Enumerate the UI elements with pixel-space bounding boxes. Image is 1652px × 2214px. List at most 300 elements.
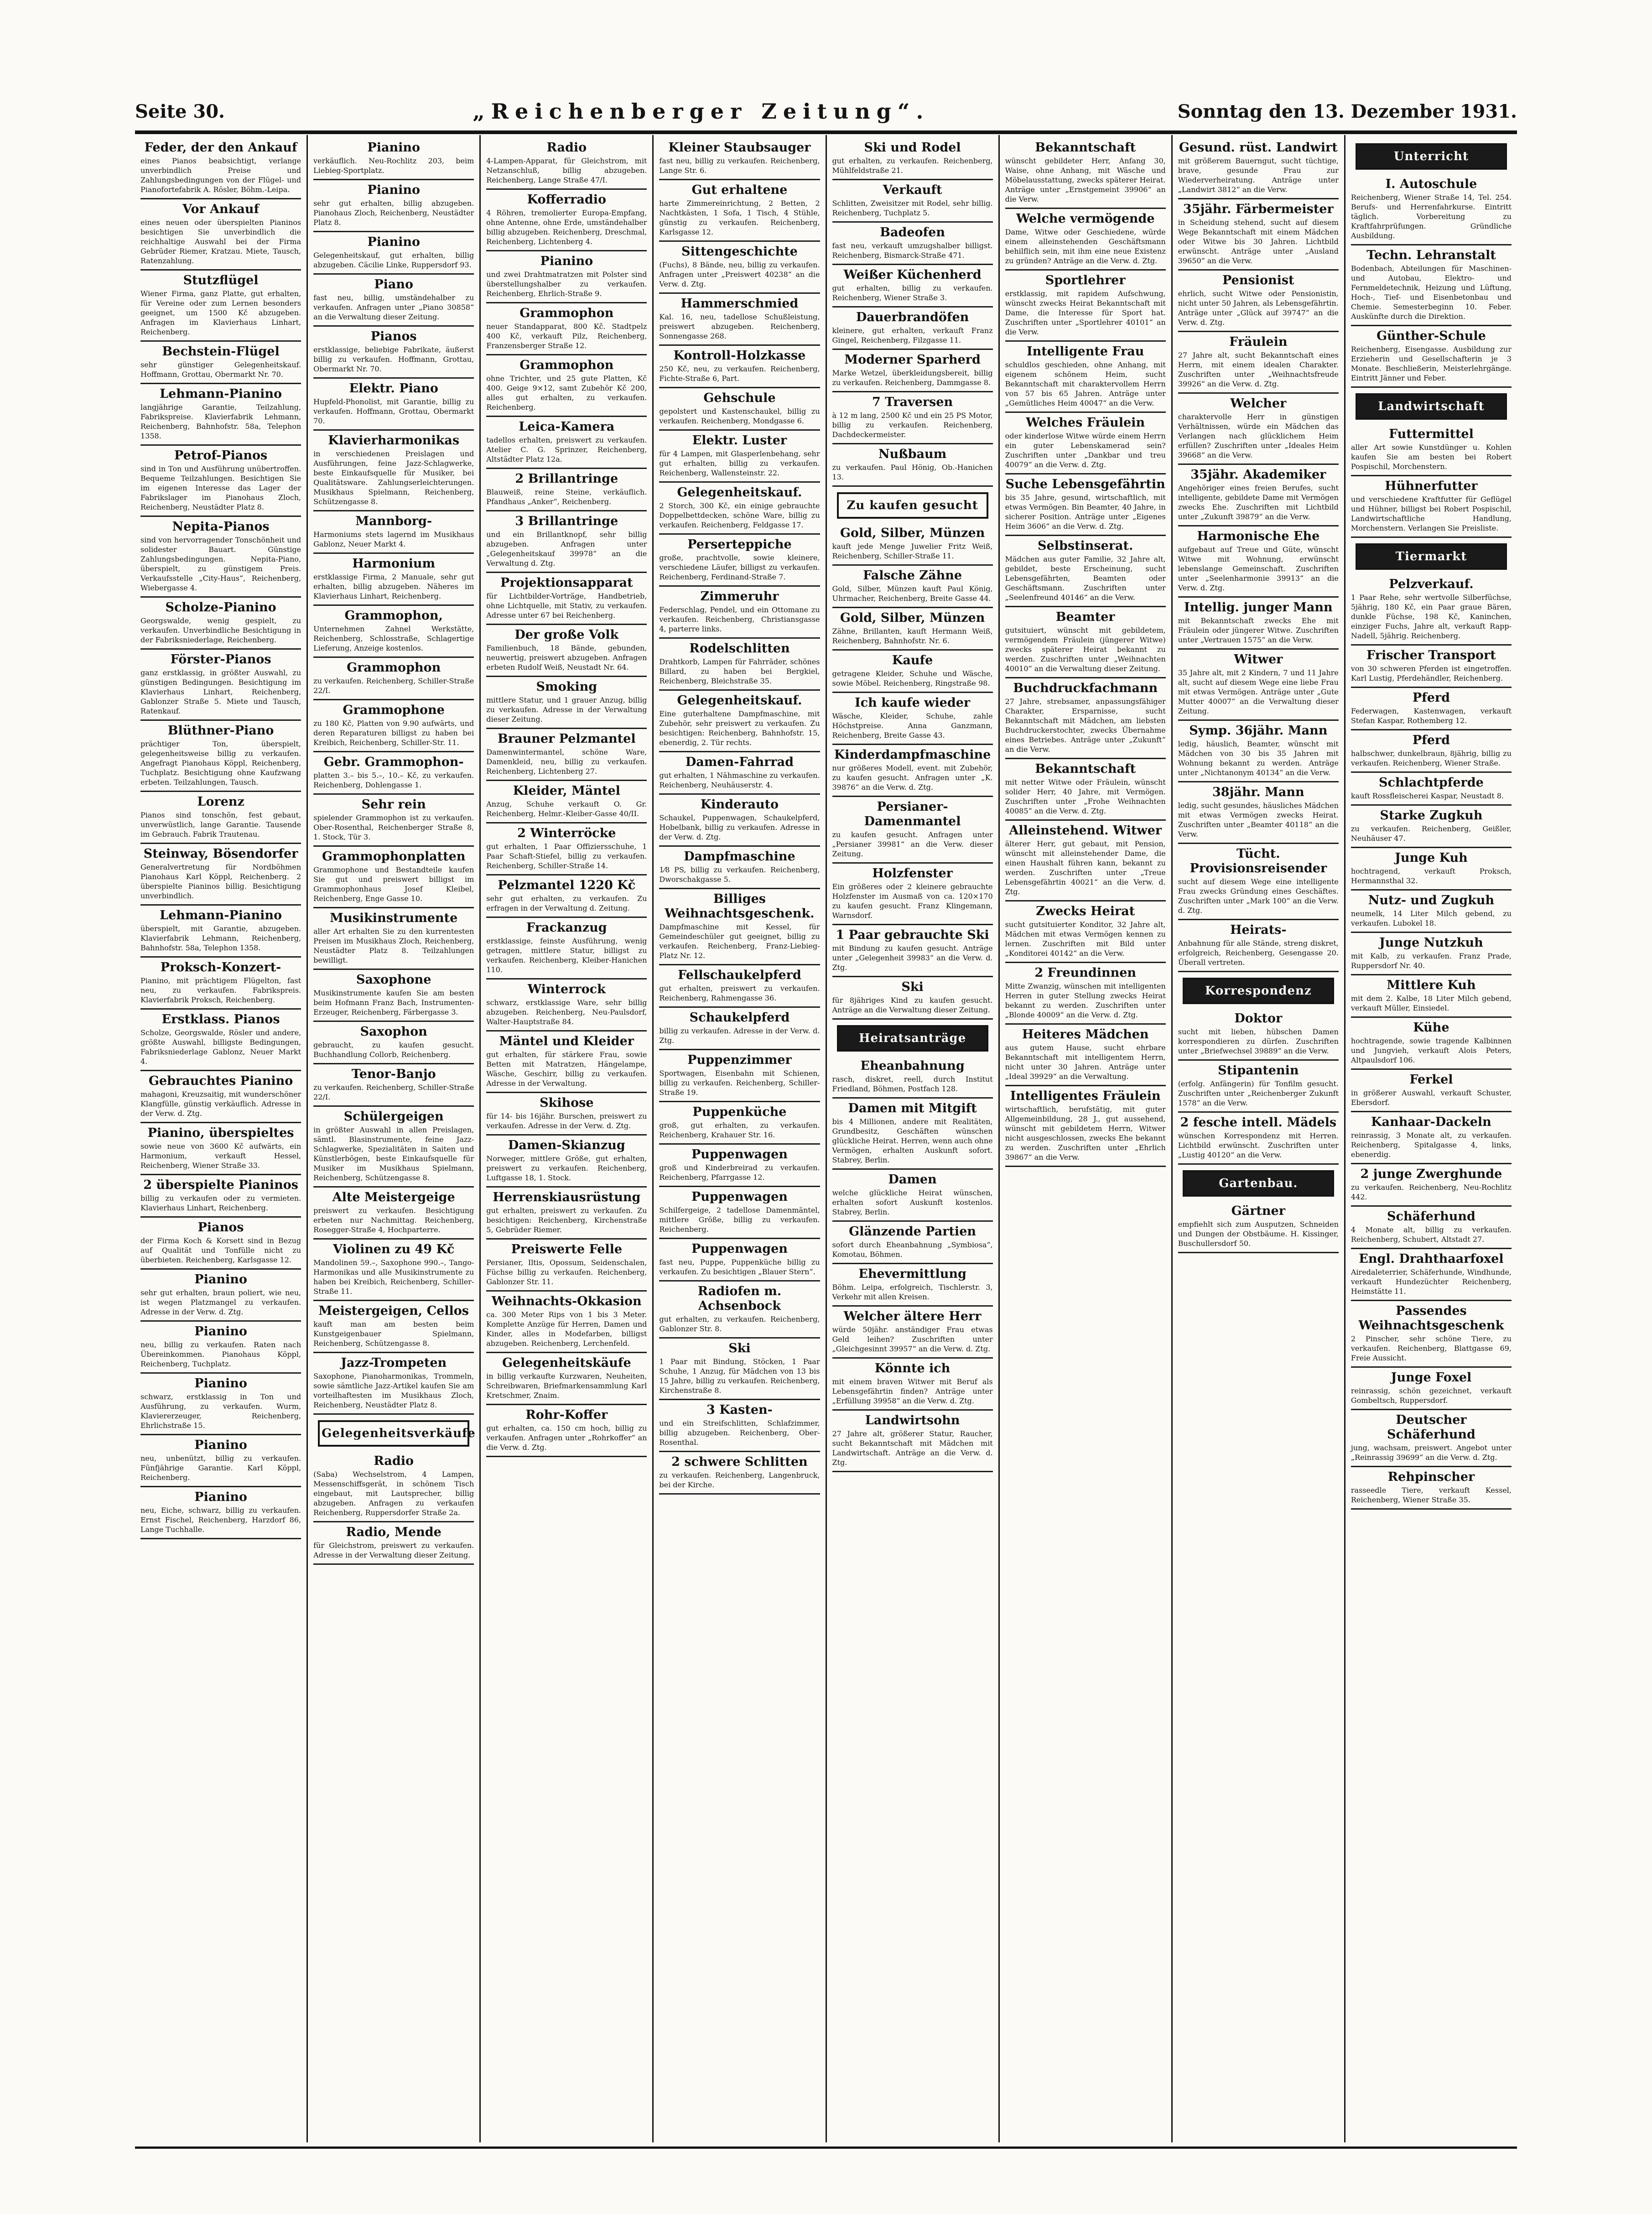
ad-headline: Junge Kuh: [1395, 851, 1468, 865]
ad-headline: Radio, Mende: [346, 1525, 442, 1539]
ad-text: in größter Auswahl in allen Preislagen, sämtl. Blasinstrumente, feine Jazz-Schlagwerke, Spezialitäten in Saiten und Künstlerbögen, beste Einkaufsquelle für Musiker im Musikhaus Spielmann, Reichenberg, Schützengasse 8.: [313, 1125, 474, 1182]
ad-headline: Nutz- und Zugkuh: [1368, 893, 1495, 907]
ad-text: fast neu, Puppe, Puppenküche billig zu verkaufen. Zu besichtigen „Blauer Stern“.: [659, 1258, 820, 1276]
classified-ad: [140, 844, 301, 906]
ad-text: neumelk, 14 Liter Milch gebend, zu verkaufen. Lubokel 18.: [1351, 909, 1512, 927]
ad-headline: Kofferradio: [527, 193, 606, 207]
classified-ad: [1178, 1201, 1339, 1253]
ad-text: Kal. 16, neu, tadellose Schußleistung, preiswert abzugeben. Reichenberg, Sonnengasse 268.: [659, 313, 820, 340]
classified-ad: [313, 606, 474, 658]
column-5: [827, 135, 1000, 2142]
ad-headline: Pianos: [370, 329, 417, 344]
ad-headline: Passendes Weihnachtsgeschenk: [1358, 1304, 1504, 1333]
ad-headline: Starke Zugkuh: [1380, 808, 1483, 823]
ad-headline: 2 fesche intell. Mädels: [1180, 1115, 1337, 1130]
ad-headline: Intellig. junger Mann: [1184, 600, 1333, 615]
ad-headline: Rehpinscher: [1387, 1470, 1475, 1484]
classified-ad: [1005, 901, 1166, 963]
column-8: [1345, 135, 1517, 2142]
ad-headline: Bekanntschaft: [1035, 141, 1136, 155]
column-4: [654, 135, 826, 2142]
classified-ad: [140, 906, 301, 958]
ad-headline: Badeofen: [880, 225, 945, 240]
ad-headline: Gelegenheitskauf.: [677, 693, 802, 708]
column-1: [135, 135, 308, 2142]
ad-headline: Welcher ältere Herr: [843, 1309, 982, 1323]
classified-ad: [832, 523, 993, 566]
ad-headline: Pianino: [367, 183, 420, 197]
ad-text: platten 3.– bis 5.–, 10.– Kč, zu verkaufen. Reichenberg, Dohlengasse 1.: [313, 771, 474, 789]
classified-ad: [832, 1056, 993, 1099]
ad-headline: 2 Winterröcke: [517, 826, 616, 840]
ad-headline: Mittlere Kuh: [1387, 978, 1476, 992]
ad-headline: Damen mit Mitgift: [848, 1101, 977, 1115]
ad-text: mit dem 2. Kalbe, 18 Liter Milch gebend, verkauft Müller, Einsiedel.: [1351, 994, 1512, 1012]
classified-ad: [140, 650, 301, 721]
classified-ad: [486, 781, 647, 823]
ad-headline: Grammophon,: [344, 609, 443, 623]
ad-text: Reichenberg, Wiener Straße 14, Tel. 254. Berufs- und Herrenfahrkurse. Eintritt täglich. Vorbereitung zu Kraftfahrprüfungen. Gründliche Ausbildung.: [1351, 193, 1512, 240]
ad-headline: Grammophonplatten: [322, 849, 466, 864]
section-heading: Unterricht: [1356, 143, 1507, 170]
ad-headline: Alleinstehend. Witwer: [1009, 823, 1162, 838]
classified-ad: [486, 251, 647, 303]
classified-ad: [313, 1353, 474, 1415]
ad-text: fast neu, verkauft umzugshalber billigst. Reichenberg, Bismarck-Straße 471.: [832, 241, 993, 260]
ad-headline: Zwecks Heirat: [1036, 904, 1135, 918]
ad-headline: Weihnachts-Okkasion: [491, 1294, 642, 1308]
classified-ad: [486, 190, 647, 251]
classified-ad: [832, 180, 993, 223]
ad-headline: Fräulein: [1229, 335, 1288, 349]
ad-headline: Nußbaum: [878, 447, 947, 461]
ad-headline: Saxophon: [360, 1025, 427, 1039]
ad-headline: Gebr. Grammophon-: [323, 755, 464, 769]
classified-ad: [313, 1064, 474, 1107]
classified-ad: [1178, 394, 1339, 465]
ad-text: ledig, sucht gesundes, häusliches Mädchen mit etwas Vermögen zwecks Heirat. Zuschriften unter „Beamter 40118“ an die Verw.: [1178, 801, 1339, 839]
classified-ad: [659, 1187, 820, 1239]
classified-ad: [832, 566, 993, 608]
ad-headline: Herrenskiausrüstung: [493, 1190, 641, 1204]
classified-ad: [1178, 199, 1339, 271]
ad-text: neu, unbenützt, billig zu verkaufen. Fünfjährige Garantie. Karl Köppl, Reichenberg.: [140, 1454, 301, 1482]
ad-text: Pianino, mit prächtigem Flügelton, fast neu, zu verkaufen. Fabrikspreis. Klavierfabrik Proksch, Reichenberg.: [140, 976, 301, 1004]
ad-headline: Ferkel: [1409, 1073, 1453, 1087]
ad-text: große, prachtvolle, sowie kleinere, verschiedene Läufer, billigst zu verkaufen. Reichenberg, Ferdinand-Straße 7.: [659, 553, 820, 581]
classified-ad: [1178, 1009, 1339, 1061]
ad-text: 27 Jahre, strebsamer, anpassungsfähiger Charakter, Ersparnisse, sucht Bekanntschaft mit Mädchen, am liebsten Buchdruckerstochter, zwecks Übernahme eines Betriebes. Anträge unter „Zukunft“ an die Verw.: [1005, 697, 1166, 754]
ad-headline: Schäferhund: [1387, 1209, 1475, 1224]
classified-ad: [832, 392, 993, 444]
ad-headline: Billiges Weihnachtsgeschenk.: [665, 892, 815, 921]
ad-headline: Ski: [728, 1341, 751, 1355]
classified-ad: [1351, 806, 1512, 848]
ad-text: Anbahnung für alle Stände, streng diskret, erfolgreich, Reichenberg, Gesengasse 20. Überall vertreten.: [1178, 939, 1339, 967]
ad-headline: Rohr-Koffer: [525, 1408, 608, 1422]
classified-ad: [1005, 963, 1166, 1025]
ad-headline: Hühnerfutter: [1385, 479, 1478, 493]
ad-text: bis 4 Millionen, andere mit Realitäten, Grundbesitz, Geschäften wünschen glückliche Heirat. Herren, wenn auch ohne Vermögen, erhalten Auskunft sofort. Stabrey, Berlin.: [832, 1117, 993, 1164]
ad-headline: Grammophon: [519, 306, 614, 320]
ad-headline: Petrof-Pianos: [174, 448, 268, 463]
ad-text: fast neu, billig, umständehalber zu verkaufen. Anfragen unter „Piano 30858“ an die Verwaltung dieser Zeitung.: [313, 293, 474, 321]
classified-ad: [1005, 821, 1166, 901]
classified-ad: [140, 792, 301, 844]
classified-ad: [832, 138, 993, 180]
ad-text: erstklassige, feinste Ausführung, wenig getragen, mittlere Statur, billigst zu verkaufen. Reichenberg, Kleiber-Hanichen 110.: [486, 937, 647, 974]
ad-text: und zwei Drahtmatratzen mit Polster sind überstellungshalber zu verkaufen. Reichenberg, Ehrlich-Straße 9.: [486, 270, 647, 298]
ad-text: kauft Rossfleischerei Kaspar, Neustadt 8.: [1351, 792, 1504, 800]
ad-text: sucht auf diesem Wege eine intelligente Frau zwecks Gründung eines Geschäftes. Zuschriften unter „Mark 100“ an die Verw. d. Ztg.: [1178, 877, 1339, 915]
classified-ad: [140, 199, 301, 271]
ad-text: reinrassig, schön gezeichnet, verkauft Gombeltsch, Ruppersdorf.: [1351, 1386, 1512, 1405]
classified-ad: [1178, 138, 1339, 199]
ad-text: aller Art sowie Kunstdünger u. Kohlen kaufen Sie am besten bei Robert Pospischil, Morchenstern.: [1351, 443, 1512, 471]
classified-ad: [1178, 1061, 1339, 1113]
section-heading: Tiermarkt: [1356, 543, 1507, 570]
ad-text: jung, wachsam, preiswert. Angebot unter „Reinrassig 39699“ an die Verw. d. Ztg.: [1351, 1443, 1512, 1462]
classified-ad: [1178, 332, 1339, 394]
ad-headline: Scholze-Pianino: [165, 600, 276, 615]
ad-headline: Gärtner: [1231, 1204, 1285, 1218]
ad-headline: Meistergeigen, Cellos: [318, 1304, 469, 1318]
classified-ad: [1005, 209, 1166, 271]
ad-headline: Proksch-Konzert-: [160, 960, 281, 974]
ad-text: Dampfmaschine mit Kessel, für Gemeindeschüler gut geeignet, billig zu verkaufen. Reichenberg, Franz-Liebieg-Platz Nr. 12.: [659, 922, 820, 960]
ad-text: zu verkaufen. Reichenberg, Langenbruck, bei der Kirche.: [659, 1471, 820, 1489]
classified-ad: [1005, 138, 1166, 209]
ad-text: älterer Herr, gut gebaut, mit Pension, wünscht mit alleinstehender Dame, die einen Haushalt führen kann, bekannt zu werden. Zuschriften unter „Treue Lebensgefährtin 40021“ an die Verw. d. Ztg.: [1005, 839, 1166, 896]
classified-ad: [1178, 465, 1339, 526]
ad-text: wirtschaftlich, berufstätig, mit guter Allgemeinbildung, 28 J., gut aussehend, wünscht mit gebildetem Herrn, Witwer nicht ausgeschlossen, zwecks Ehe bekannt zu werden. Zuschriften unter „Ehrlich 39867“ an die Verw.: [1005, 1105, 1166, 1162]
classified-ad: [140, 1071, 301, 1123]
ad-headline: Kinderdampfmaschine: [834, 748, 991, 762]
ad-headline: Junge Nutzkuh: [1379, 936, 1483, 950]
ad-text: Federschlag, Pendel, und ein Ottomane zu verkaufen. Reichenberg, Christiansgasse 4, parterre links.: [659, 605, 820, 633]
ad-headline: Rodelschlitten: [689, 641, 790, 656]
ad-headline: Puppenwagen: [691, 1147, 788, 1162]
classified-columns: [135, 135, 1517, 2142]
classified-ad: [140, 598, 301, 650]
ad-headline: Lehmann-Pianino: [160, 908, 282, 922]
classified-ad: [1351, 1018, 1512, 1070]
ad-headline: Pianos: [197, 1220, 244, 1235]
ad-headline: Frackanzug: [526, 921, 607, 935]
ad-headline: Puppenzimmer: [687, 1053, 792, 1067]
ad-headline: Welches Fräulein: [1026, 416, 1145, 430]
classified-ad: [1351, 245, 1512, 326]
classified-ad: [313, 138, 474, 180]
classified-ad: [140, 342, 301, 384]
ad-text: spielender Grammophon ist zu verkaufen. Ober-Rosenthal, Reichenberger Straße 8, 1. Stock, Tür 3.: [313, 813, 474, 841]
classified-ad: [486, 1405, 647, 1457]
ad-text: à 12 m lang, 2500 Kč und ein 25 PS Motor, billig zu verkaufen. Reichenberg, Dachdeckermeister.: [832, 411, 993, 439]
classified-ad: [140, 1374, 301, 1435]
ad-headline: 2 Brillantringe: [515, 472, 618, 486]
ad-text: sofort durch Eheanbahnung „Symbiosa“, Komotau, Böhmen.: [832, 1240, 993, 1259]
ad-headline: Mäntel und Kleider: [499, 1034, 634, 1048]
ad-text: sehr gut erhalten, braun poliert, wie neu, ist wegen Platzmangel zu verkaufen. Adresse in der Verw. d. Ztg.: [140, 1288, 301, 1316]
ad-text: sehr gut erhalten, billig abzugeben. Pianohaus Zloch, Reichenberg, Neustädter Platz 8.: [313, 199, 474, 227]
classified-ad: [832, 1307, 993, 1359]
ad-headline: Pensionist: [1222, 273, 1294, 287]
classified-ad: [659, 138, 820, 180]
classified-ad: [1178, 782, 1339, 844]
ad-text: in billig verkaufte Kurzwaren, Neuheiten, Schreibwaren, Briefmarkensammlung Karl Kretschmer, Znaim.: [486, 1372, 647, 1400]
ad-headline: Gold, Silber, Münzen: [840, 611, 985, 625]
ad-text: wünscht gebildeter Herr, Anfang 30, Waise, ohne Anhang, mit Wäsche und Möbelausstattung, zwecks späterer Heirat. Anträge unter „Ernstgemeint 39906“ an die Verw.: [1005, 156, 1166, 203]
ad-headline: Pianino: [540, 254, 593, 268]
footer-rule: [135, 2146, 1517, 2149]
ad-text: Reichenberg, Eisengasse. Ausbildung zur Erzieherin und Gesellschafterin je 3 Monate. Beschließerin, Meisterlehrgänge. Eintritt Jänner und Feber.: [1351, 345, 1512, 382]
classified-ad: [659, 483, 820, 535]
classified-ad: [1351, 891, 1512, 933]
ad-headline: Blüthner-Piano: [167, 724, 274, 738]
classified-ad: [1178, 1113, 1339, 1165]
ad-text: prächtiger Ton, überspielt, gelegenheitsweise billig zu verkaufen. Angefragt Pianohaus Köppl, Reichenberg, Tuchplatz. Besichtigung ohne Kaufzwang erbeten. Teilzahlungen, Tausch.: [140, 740, 301, 787]
classified-ad: [659, 535, 820, 587]
classified-ad: [1005, 474, 1166, 536]
ad-headline: Futtermittel: [1388, 427, 1474, 441]
classified-ad: [140, 517, 301, 598]
classified-ad: [832, 1359, 993, 1411]
classified-ad: [659, 388, 820, 431]
ad-headline: Persianer-Damenmantel: [864, 800, 961, 828]
ad-headline: Pianino: [194, 1490, 247, 1504]
classified-ad: [659, 1102, 820, 1145]
ad-text: kauft man am besten beim Kunstgeigenbauer Spielmann, Reichenberg, Schützengasse 8.: [313, 1320, 474, 1348]
classified-ad: [486, 823, 647, 875]
ad-headline: Schlachtpferde: [1379, 776, 1484, 790]
ad-text: welche glückliche Heirat wünschen, erhalten sofort Auskunft kostenlos. Stabrey, Berlin.: [832, 1188, 993, 1216]
ad-headline: 38jähr. Mann: [1212, 785, 1304, 799]
classified-ad: [1351, 1112, 1512, 1164]
ad-text: erstklassig, mit rapidem Aufschwung, wünscht zwecks Heirat Bekanntschaft mit Dame, die Interesse für Sport hat. Zuschriften unter „Sportlehrer 40101“ an die Verw.: [1005, 289, 1166, 336]
classified-ad: [140, 1487, 301, 1539]
ad-text: mit einem braven Witwer mit Beruf als Lebensgefährtin finden? Anträge unter „Erfüllung 39958“ an die Verw. d. Ztg.: [832, 1377, 993, 1405]
classified-ad: [486, 1292, 647, 1353]
ad-text: Wiener Firma, ganz Platte, gut erhalten, für Vereine oder zum Lernen besonders geeignet, um 1500 Kč abzugeben. Anfragen im Klavierhaus Linhart, Reichenberg.: [140, 289, 301, 336]
ad-text: Drahtkorb, Lampen für Fahrräder, schönes Billard, zu haben bei Bergkiel, Reichenberg, Bleichstraße 35.: [659, 657, 820, 685]
classified-ad: [659, 180, 820, 242]
ad-text: Airedaleterrier, Schäferhunde, Windhunde, verkauft Hundezüchter Reichenberg, Heimstätte 11.: [1351, 1268, 1512, 1296]
ad-headline: Gesund. rüst. Landwirt: [1179, 141, 1338, 155]
classified-ad: [659, 889, 820, 965]
section-heading: Zu kaufen gesucht: [837, 492, 988, 519]
ad-headline: Gebrauchtes Pianino: [148, 1074, 293, 1088]
classified-ad: [832, 350, 993, 392]
ad-text: gut erhalten, ca. 150 cm hoch, billig zu verkaufen. Anfragen unter „Rohrkoffer“ an die Verw. d. Ztg.: [486, 1424, 647, 1452]
ad-text: Dame, Witwe oder Geschiedene, würde einem alleinstehenden Geschäftsmann behilflich sein, mit ihm eine neue Existenz zu gründen? Anträge an die Verw. d. Ztg.: [1005, 228, 1166, 265]
classified-ad: [659, 587, 820, 639]
classified-ad: [1351, 1070, 1512, 1112]
classified-ad: [659, 1400, 820, 1452]
ad-text: 27 Jahre alt, sucht Bekanntschaft eines Herrn, mit einem idealen Charakter. Zuschriften unter „Weihnachtsfreude 39926“ an die Verw. d. Ztg.: [1178, 351, 1339, 388]
ad-headline: Sittengeschichte: [681, 245, 798, 259]
masthead: [135, 98, 1517, 125]
newspaper-title: „Reichenberger Zeitung“.: [473, 99, 930, 124]
classified-ad: [313, 554, 474, 606]
ad-text: aufgebaut auf Treue und Güte, wünscht Witwe mit Wohnung, erwünscht lebenslange Gemeinschaft. Zuschriften unter „Seelenharmonie 39913“ an die Verw. d. Ztg.: [1178, 545, 1339, 592]
ad-text: Gelegenheitskauf, gut erhalten, billig abzugeben. Cäcilie Linke, Ruppersdorf 93.: [313, 251, 474, 269]
ad-headline: Sehr rein: [361, 797, 426, 812]
ad-headline: Steinway, Bösendorfer: [143, 847, 298, 861]
ad-headline: Pianino: [194, 1272, 247, 1287]
ad-text: gepolstert und Kastenschaukel, billig zu verkaufen. Reichenberg, Mondgasse 6.: [659, 407, 820, 425]
classified-ad: [1351, 933, 1512, 975]
ad-text: 4 Monate alt, billig zu verkaufen. Reichenberg, Schubert, Altstadt 27.: [1351, 1225, 1512, 1244]
ad-text: getragene Kleider, Schuhe und Wäsche, sowie Möbel. Reichenberg, Ringstraße 98.: [832, 669, 993, 688]
ad-text: halbschwer, dunkelbraun, 8jährig, billig zu verkaufen. Reichenberg, Wiener Straße.: [1351, 749, 1512, 767]
ad-headline: Kühe: [1413, 1021, 1449, 1035]
ad-text: Anzug, Schuhe verkauft O. Gr. Reichenberg, Helmr.-Kleiber-Gasse 40/II.: [486, 800, 647, 818]
ad-text: Norweger, mittlere Größe, gut erhalten, preiswert zu verkaufen. Reichenberg, Luftgasse 18, 1. Stock.: [486, 1154, 647, 1182]
classified-ad: [659, 346, 820, 388]
classified-ad: [313, 327, 474, 379]
classified-ad: [313, 1240, 474, 1301]
classified-ad: [313, 275, 474, 327]
column-6: [1000, 135, 1173, 2142]
ad-headline: Damen-Fahrrad: [685, 755, 794, 769]
ad-headline: Pianino: [367, 235, 420, 249]
ad-headline: Bekanntschaft: [1035, 762, 1136, 776]
ad-headline: 2 schwere Schlitten: [671, 1455, 808, 1469]
ad-headline: Welche vermögende: [1016, 212, 1155, 226]
ad-text: Mädchen aus guter Familie, 32 Jahre alt, gebildet, beste Erscheinung, sucht Lebensgefährten, Beamten oder Geschäftsmann. Zuschriften unter „Seelenfreund 40146“ an die Verw.: [1005, 555, 1166, 602]
classified-ad: [1351, 1301, 1512, 1368]
classified-ad: [1351, 773, 1512, 806]
ad-text: 35 Jahre alt, mit 2 Kindern, 7 und 11 Jahre alt, sucht auf diesem Wege eine liebe Frau mit etwas Vermögen. Anträge unter „Gute Mutter 40007“ an die Verwaltung dieser Zeitung.: [1178, 668, 1339, 715]
classified-ad: [832, 608, 993, 651]
classified-ad: [313, 180, 474, 232]
classified-ad: [1005, 413, 1166, 474]
ad-text: gut erhalten, 1 Nähmaschine zu verkaufen. Reichenberg, Neuhäuserstr. 4.: [659, 771, 820, 789]
classified-ad: [313, 1301, 474, 1353]
ad-text: mittlere Statur, und 1 grauer Anzug, billig zu verkaufen. Adresse in der Verwaltung dieser Zeitung.: [486, 696, 647, 724]
ad-headline: Junge Foxel: [1391, 1370, 1472, 1385]
classified-ad: [1351, 975, 1512, 1018]
ad-text: gebraucht, zu kaufen gesucht. Buchhandlung Collorb, Reichenberg.: [313, 1041, 474, 1059]
ad-text: neuer Standapparat, 800 Kč. Stadtpelz 400 Kč, verkauft Pilz, Reichenberg, Franzensberger Straße 12.: [486, 322, 647, 350]
classified-ad: [1005, 1025, 1166, 1086]
ad-text: gutsituiert, wünscht mit gebildetem, vermögendem Fräulein (jüngerer Witwe) zwecks späterer Heirat bekannt zu werden. Zuschriften unter „Weihnachten 40010“ an die Verwaltung dieser Zeitung.: [1005, 626, 1166, 673]
ad-text: Wäsche, Kleider, Schuhe, zahle Höchstpreise. Anna Ganzmann, Reichenberg, Breite Gasse 43.: [832, 712, 993, 740]
ad-headline: Heiteres Mädchen: [1022, 1027, 1149, 1042]
classified-ad: [659, 1452, 820, 1495]
classified-ad: [659, 1145, 820, 1187]
ad-text: Persianer, Iltis, Opossum, Seidenschalen, Füchse billig zu verkaufen. Reichenberg, Gablonzer Str. 11.: [486, 1258, 647, 1286]
ad-headline: Grammophon: [519, 358, 614, 372]
ad-headline: 1 Paar gebrauchte Ski: [836, 928, 989, 942]
classified-ad: [659, 1282, 820, 1339]
classified-ad: [659, 242, 820, 294]
ad-headline: Lehmann-Pianino: [160, 387, 282, 401]
classified-ad: [486, 625, 647, 677]
ad-text: ca. 300 Meter Rips von 1 bis 3 Meter. Komplette Anzüge für Herren, Damen und Kinder, alles in Modefarben, billigst abzugeben. Reichenberg, Lerchenfeld.: [486, 1310, 647, 1348]
ad-text: mit Bindung zu kaufen gesucht. Anträge unter „Gelegenheit 39983“ an die Verw. d. Ztg.: [832, 944, 993, 972]
ad-text: 2 Pinscher, sehr schöne Tiere, zu verkaufen. Reichenberg, Blattgasse 69, Freie Aussicht.: [1351, 1334, 1512, 1362]
classified-ad: [313, 658, 474, 700]
ad-headline: Pelzverkauf.: [1389, 577, 1474, 591]
ad-text: überspielt, mit Garantie, abzugeben. Klavierfabrik Lehmann, Reichenberg, Bahnhofstr. 58a, Telephon 1358.: [140, 924, 301, 952]
classified-ad: [313, 1188, 474, 1240]
ad-headline: Gelegenheitskauf.: [677, 485, 802, 500]
classified-ad: [832, 1170, 993, 1222]
section-heading: Gartenbau.: [1183, 1170, 1334, 1197]
ad-text: für Lichtbilder-Vorträge, Handbetrieb, ohne Lichtquelle, mit Stativ, zu verkaufen. Adresse unter 67 bei Reichenberg.: [486, 592, 647, 620]
ad-text: für Gleichstrom, preiswert zu verkaufen. Adresse in der Verwaltung dieser Zeitung.: [313, 1541, 474, 1559]
ad-headline: Ich kaufe wieder: [855, 696, 971, 710]
ad-headline: Nepita-Pianos: [172, 520, 270, 534]
ad-headline: Hammerschmied: [681, 297, 799, 311]
ad-text: 1⁄8 PS, billig zu verkaufen. Reichenberg, Dworschakgasse 5.: [659, 865, 820, 884]
ad-headline: Techn. Lehranstalt: [1366, 248, 1496, 262]
ad-headline: 3 Kasten-: [707, 1403, 773, 1417]
ad-text: bis 35 Jahre, gesund, wirtschaftlich, mit etwas Vermögen. Bin Beamter, 40 Jahre, in sicherer Position. Anträge unter „Eigenes Heim 3606“ an die Verw. d. Ztg.: [1005, 493, 1166, 531]
ad-text: wünschen Korrespondenz mit Herren. Lichtbild erwünscht. Zuschriften unter „Lustig 40120“ an die Verw.: [1178, 1131, 1339, 1159]
classified-ad: [486, 138, 647, 190]
ad-text: fast neu, billig zu verkaufen. Reichenberg, Lange Str. 6.: [659, 156, 820, 175]
ad-headline: Tücht. Provisionsreisender: [1190, 847, 1327, 875]
ad-headline: Stipantenin: [1218, 1063, 1299, 1078]
ad-text: gut erhalten, zu verkaufen. Reichenberg, Gablonzer Str. 8.: [659, 1315, 820, 1333]
classified-ad: [659, 752, 820, 795]
ad-headline: Puppenküche: [692, 1105, 787, 1119]
ad-headline: Preiswerte Felle: [511, 1242, 623, 1256]
classified-ad: [659, 795, 820, 847]
ad-headline: Zimmeruhr: [700, 589, 779, 604]
ad-text: Generalvertretung für Nordböhmen Pianohaus Karl Köppl, Reichenberg. 2 überspielte Pianinos billig. Besichtigung unverbindlich.: [140, 863, 301, 900]
ad-text: billig zu verkaufen. Adresse in der Verw. d. Ztg.: [659, 1026, 820, 1045]
ad-text: gut erhalten, 1 Paar Offiziersschuhe, 1 Paar Schaft-Stiefel, billig zu verkaufen. Reichenberg, Schiller-Straße 14.: [486, 842, 647, 870]
ad-headline: Pianino: [194, 1324, 247, 1339]
classified-ad: [1351, 688, 1512, 730]
classified-ad: [1178, 721, 1339, 782]
ad-text: Damenwintermantel, schöne Ware, Damenkleid, neu, billig zu verkaufen. Reichenberg, Lichtenberg 27.: [486, 748, 647, 776]
ad-headline: 3 Brillantringe: [515, 514, 618, 528]
ad-text: gut erhalten, für stärkere Frau, sowie Betten mit Matratzen, Hängelampe, Wäsche, Geschirr, billig zu verkaufen. Adresse in der Verwaltung.: [486, 1050, 647, 1088]
ad-text: Schilfergeige, 2 tadellose Damenmäntel, mittlere Größe, billig zu verkaufen. Reichenberg.: [659, 1206, 820, 1234]
classified-ad: [486, 979, 647, 1031]
classified-ad: [832, 444, 993, 487]
ad-text: rasch, diskret, reell, durch Institut Friedland, Böhmen, Postfach 128.: [832, 1075, 993, 1093]
ad-headline: Ehevermittlung: [858, 1267, 966, 1281]
classified-ad: [659, 1339, 820, 1400]
column-7: [1173, 135, 1345, 2142]
classified-ad: [486, 469, 647, 511]
ad-text: würde 50jähr. anständiger Frau etwas Geld leihen? Zuschriften unter „Gleichgesinnt 39957“ an die Verw. d. Ztg.: [832, 1325, 993, 1353]
classified-ad: [313, 1107, 474, 1188]
ad-text: in verschiedenen Preislagen und Ausführungen, feine Jazz-Schlagwerke, beste Einkaufsquelle für Musiker, bei Qualitätsware. Zahlungserleichterungen. Musikhaus Spielmann, Reichenberg, Schützengasse 8.: [313, 449, 474, 506]
ad-text: Eine guterhaltene Dampfmaschine, mit Zubehör, sehr preiswert zu verkaufen. Zu besichtigen: Reichenberg, Bahnhofstr. 15, ebenerdig, 2. Tür rechts.: [659, 709, 820, 747]
ad-headline: Tenor-Banjo: [351, 1067, 436, 1081]
ad-headline: Skihose: [540, 1096, 594, 1110]
ad-text: mit Bekanntschaft zwecks Ehe mit Fräulein oder jüngerer Witwe. Zuschriften unter „Vertrauen 1575“ an die Verw.: [1178, 616, 1339, 644]
ad-text: mit Kalb, zu verkaufen. Franz Prade, Ruppersdorf Nr. 40.: [1351, 952, 1512, 970]
classified-ad: [486, 918, 647, 979]
classified-ad: [832, 223, 993, 265]
ad-headline: Holzfenster: [872, 866, 953, 880]
ad-headline: Harmonische Ehe: [1197, 529, 1320, 543]
ad-headline: Witwer: [1234, 652, 1283, 667]
ad-headline: Grammophone: [343, 703, 445, 717]
classified-ad: [1351, 174, 1512, 245]
ad-text: Marke Wetzel, überkleidungsbereit, billig zu verkaufen. Reichenberg, Dammgasse 8.: [832, 369, 993, 387]
ad-headline: Radio: [374, 1454, 414, 1468]
ad-text: billig zu verkaufen oder zu vermieten. Klavierhaus Linhart, Reichenberg.: [140, 1194, 301, 1212]
classified-ad: [832, 1099, 993, 1170]
